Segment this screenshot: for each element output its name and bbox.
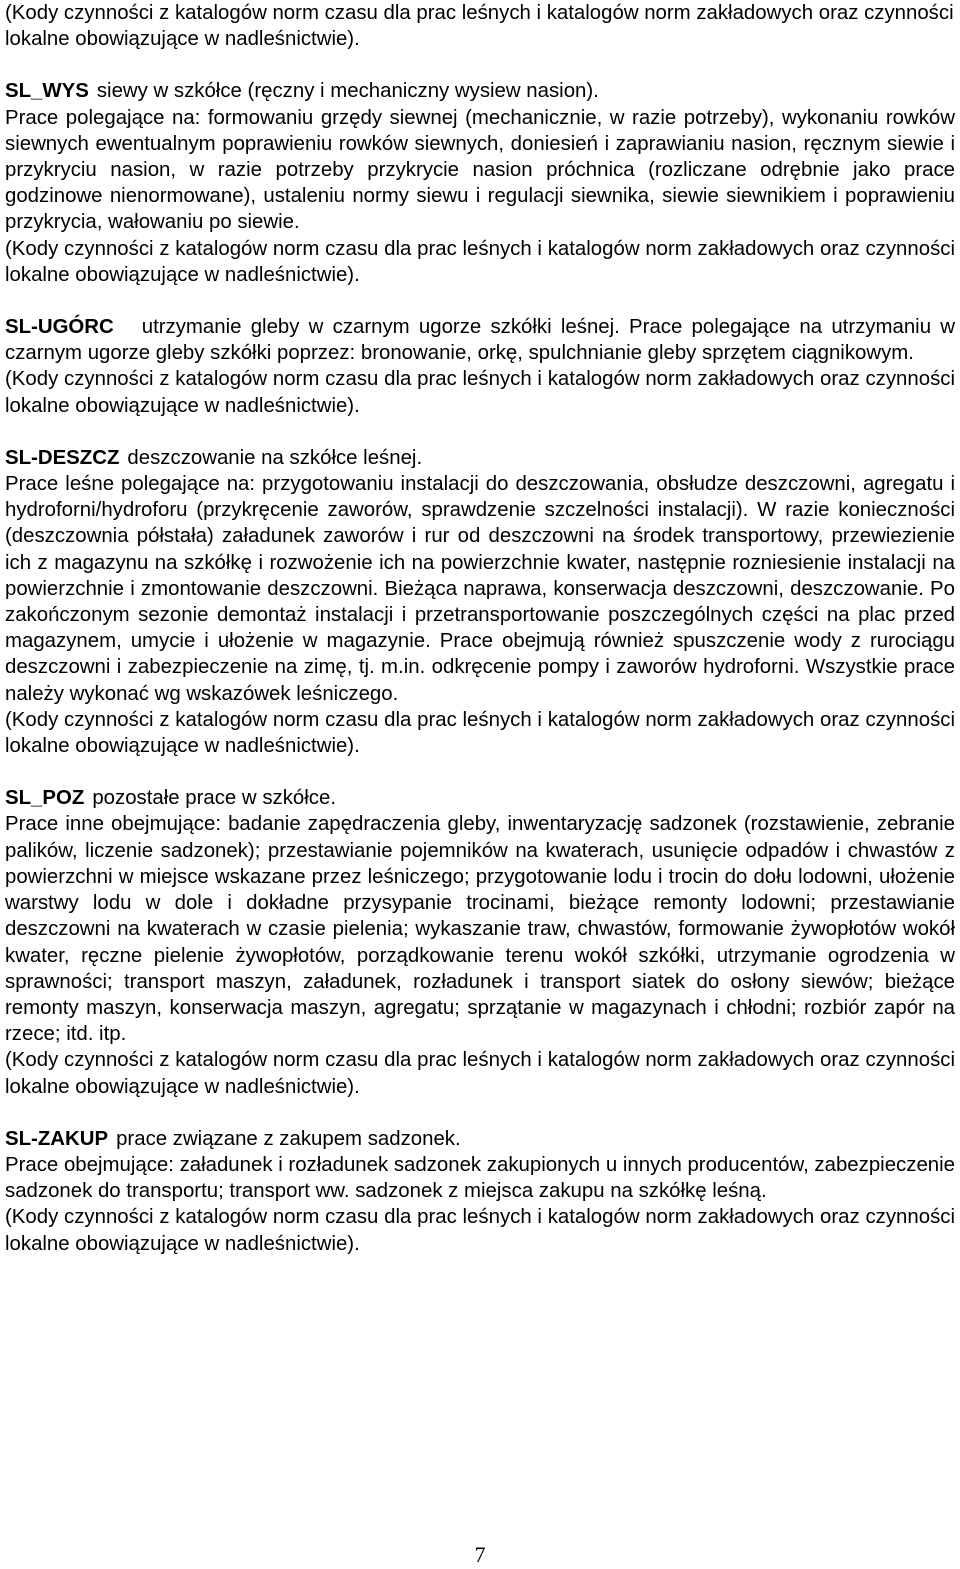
section-title: pozostałe prace w szkółce.	[92, 787, 336, 810]
section-title: deszczowanie na szkółce leśnej.	[127, 446, 423, 469]
section-code: SL-UGÓRC	[5, 316, 114, 339]
section-title: utrzymanie gleby w czarnym ugorze szkółki leśnej. Prace polegające na utrzymaniu w czarnym ugorze gleby szkółki poprzez: bronowanie, orkę, spulchnianie gleby sprzętem ciągnikowym.	[5, 316, 955, 365]
section-sl-ugorc	[5, 314, 955, 419]
section-body: Prace polegające na: formowaniu grzędy siewnej (mechanicznie, w razie potrzeby), wykonaniu rowków siewnych ewentualnym poprawieniu rowków siewnych, doniesień i zaprawianiu nasion, ręcznym siewie i przykryciu nasion, w razie potrzeby przykrycie nasion próchnica (rozliczane odrębnie jako prace godzinowe nienormowane), ustaleniu normy siewu i regulacji siewnika, siewie siewnikiem i poprawieniu przykrycia, wałowaniu po siewie.	[5, 106, 955, 234]
section-title: prace związane z zakupem sadzonek.	[116, 1127, 461, 1150]
section-heading	[5, 1126, 955, 1152]
section-heading	[5, 785, 955, 811]
section-sl-poz	[5, 785, 955, 1099]
intro-codes-note: (Kody czynności z katalogów norm czasu dla prac leśnych i katalogów norm zakładowych oraz czynności lokalne obowiązujące w nadleśnictwie).	[5, 2, 954, 51]
section-code: SL-DESZCZ	[5, 446, 120, 469]
section-title: siewy w szkółce (ręczny i mechaniczny wysiew nasion).	[96, 80, 599, 103]
section-codes-note: (Kody czynności z katalogów norm czasu dla prac leśnych i katalogów norm zakładowych oraz czynności lokalne obowiązujące w nadleśnictwie).	[5, 1206, 955, 1255]
section-body: Prace leśne polegające na: przygotowaniu instalacji do deszczowania, obsłudze deszczowni, agregatu i hydroforni/hydroforu (przykręcenie zaworów, sprawdzenie szczelności instalacji). W razie konieczności (deszczownia półstała) załadunek zaworów i rur od deszczowni na środek transportowy, przewiezienie ich z magazynu na szkółkę i rozwożenie ich na powierzchnie kwater, następnie rozniesienie instalacji na powierzchnie i zmontowanie deszczowni. Bieżąca naprawa, konserwacja deszczowni, deszczowanie. Po zakończonym sezonie demontaż instalacji i przetransportowanie poszczególnych części na plac przed magazynem, umycie i ułożenie w magazynie. Prace obejmują również spuszczenie wody z rurociągu deszczowni i zabezpieczenie na zimę, tj. m.in. odkręcenie pompy i zaworów hydroforni. Wszystkie prace należy wykonać wg wskazówek leśniczego.	[5, 473, 955, 705]
section-sl-deszcz	[5, 445, 955, 759]
page-number: 7	[474, 1542, 486, 1567]
section-code: SL-ZAKUP	[5, 1127, 109, 1150]
section-code: SL_WYS	[5, 80, 89, 103]
section-body: Prace inne obejmujące: badanie zapędraczenia gleby, inwentaryzację sadzonek (rozstawienie, zebranie palików, liczenie sadzonek); przestawianie pojemników na kwaterach, usunięcie odpadów i chwastów z powierzchni w miejsce wskazane przez leśniczego; przygotowanie lodu i trocin do dołu lodowni, ułożenie warstwy lodu w dole i dokładne przysypanie trocinami, bieżące remonty lodowni; przestawianie deszczowni na kwaterach w czasie pielenia; wykaszanie traw, chwastów, formowanie żywopłotów wokół kwater, ręczne pielenie żywopłotów, porządkowanie terenu wokół szkółki, utrzymanie ogrodzenia w sprawności; transport maszyn, załadunek, rozładunek i transport siatek do osłony siewów; bieżące remonty maszyn, konserwacja maszyn, agregatu; sprzątanie w magazynach i chłodni; rozbiór zapór na rzece; itd. itp.	[5, 813, 955, 1046]
section-codes-note: (Kody czynności z katalogów norm czasu dla prac leśnych i katalogów norm zakładowych oraz czynności lokalne obowiązujące w nadleśnictwie).	[5, 708, 955, 758]
section-body: Prace obejmujące: załadunek i rozładunek sadzonek zakupionych u innych producentów, zabezpieczenie sadzonek do transportu; transport ww. sadzonek z miejsca zakupu na szkółkę leśną.	[5, 1153, 955, 1203]
section-sl-zakup	[5, 1126, 955, 1257]
section-heading	[5, 78, 955, 104]
section-codes-note: (Kody czynności z katalogów norm czasu dla prac leśnych i katalogów norm zakładowych oraz czynności lokalne obowiązujące w nadleśnictwie).	[5, 368, 955, 417]
document-page	[5, 0, 955, 1257]
section-codes-note: (Kody czynności z katalogów norm czasu dla prac leśnych i katalogów norm zakładowych oraz czynności lokalne obowiązujące w nadleśnictwie).	[5, 237, 955, 286]
section-sl-wys	[5, 78, 955, 288]
section-codes-note: (Kody czynności z katalogów norm czasu dla prac leśnych i katalogów norm zakładowych oraz czynności lokalne obowiązujące w nadleśnictwie).	[5, 1049, 955, 1098]
section-code: SL_POZ	[5, 787, 85, 810]
section-heading	[5, 445, 955, 471]
section-heading	[5, 314, 955, 366]
